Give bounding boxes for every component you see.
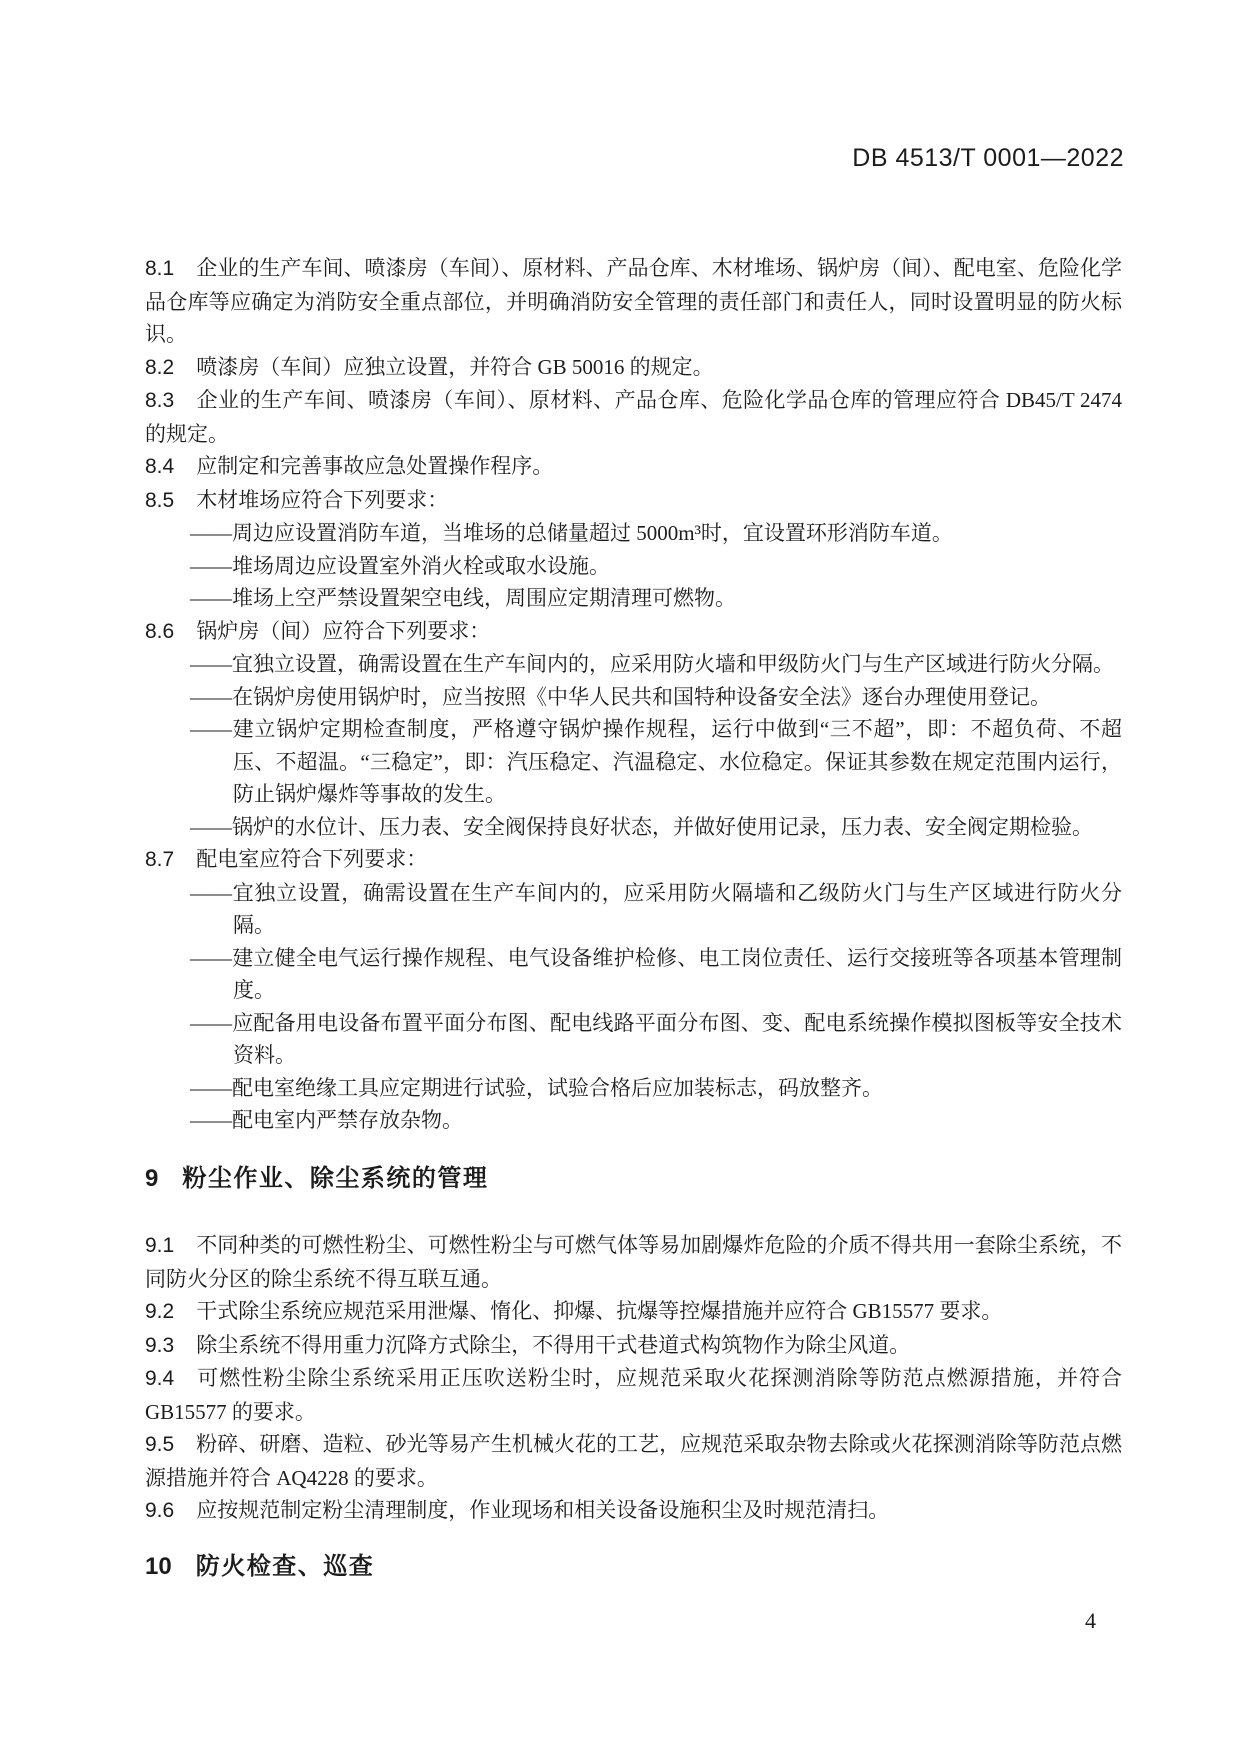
clause-number: 8.3 [145,389,175,412]
section-10-number: 10 [145,1553,172,1580]
dash-item-text: 宜独立设置，确需设置在生产车间内的，应采用防火隔墙和乙级防火门与生产区域进行防火分隔。 [232,880,1122,937]
clause-number: 8.1 [145,257,175,280]
clause-number: 9.3 [145,1333,175,1357]
clause-text: 不同种类的可燃性粉尘、可燃性粉尘与可燃气体等易加剧爆炸危险的介质不得共用一套除尘系统，不同防火分区的除尘系统不得互联互通。 [145,1233,1122,1291]
clause-paragraph [145,1494,1122,1528]
dash-item-text: 堆场上空严禁设置架空电线，周围应定期清理可燃物。 [232,586,736,610]
dash-list-item [145,681,1122,714]
clause-number: 9.1 [145,1234,175,1257]
document-code: DB 4513/T 0001—2022 [852,144,1124,172]
clause-number: 8.2 [145,355,175,379]
section-9-title: 粉尘作业、除尘系统的管理 [182,1165,489,1192]
clause-text: 应制定和完善事故应急处置操作程序。 [196,454,554,478]
clause-number: 8.5 [145,488,175,512]
dash-list-item [145,517,1122,550]
clause-paragraph [145,1428,1122,1494]
clause-text: 应按规范制定粉尘清理制度，作业现场和相关设备设施积尘及时规范清扫。 [196,1498,890,1522]
dash-item-text: 建立健全电气运行操作规程、电气设备维护检修、电工岗位责任、运行交接班等各项基本管理制度。 [232,945,1122,1002]
section-10 [145,1550,1122,1617]
dash-list-item [145,1104,1122,1137]
dash-item-text: 堆场周边应设置室外消火栓或取水设施。 [232,553,610,578]
clause-paragraph [145,384,1122,450]
dash-list-item [145,811,1122,844]
clause-paragraph [145,1295,1122,1329]
clause-text: 喷漆房（车间）应独立设置，并符合 GB 50016 的规定。 [196,354,714,379]
dash-list-item [145,1007,1122,1072]
dash-list-item [145,877,1122,942]
section-9-clauses [145,1229,1122,1528]
dash-list-item [145,648,1122,681]
dash-leader: —— [190,717,232,741]
dash-leader: —— [190,586,232,610]
clause-text: 粉碎、研磨、造粒、砂光等易产生机械火花的工艺，应规范采取杂物去除或火花探测消除等防范点燃源措施并符合 AQ4228 的要求。 [145,1432,1122,1490]
clause-number: 9.2 [145,1300,175,1323]
dash-list-item [145,582,1122,615]
dash-leader: —— [190,684,232,709]
dash-item-text: 宜独立设置，确需设置在生产车间内的，应采用防火墙和甲级防火门与生产区域进行防火分隔。 [232,652,1114,676]
dash-item-text: 配电室内严禁存放杂物。 [232,1108,463,1132]
section-9 [145,1162,1122,1528]
dash-item-text: 周边应设置消防车道，当堆场的总储量超过 5000m³时，宜设置环形消防车道。 [232,521,953,545]
clause-number: 8.4 [145,455,175,478]
clause-text: 木材堆场应符合下列要求： [196,487,449,512]
dash-leader: —— [190,652,232,676]
clause-text: 企业的生产车间、喷漆房（车间）、原材料、产品仓库、木材堆场、锅炉房（间）、配电室、危险化学品仓库等应确定为消防安全重点部位，并明确消防安全管理的责任部门和责任人，同时设置明显的防火标识。 [145,256,1122,346]
dash-leader: —— [190,945,232,970]
section-8-clauses [145,252,1122,1137]
clause-number: 8.6 [145,619,175,643]
clause-number: 9.4 [145,1367,175,1390]
dash-leader: —— [190,521,232,545]
clause-paragraph [145,351,1122,385]
clause-paragraph [145,615,1122,649]
dash-item-text: 建立锅炉定期检查制度，严格遵守锅炉操作规程，运行中做到“三不超”，即：不超负荷、不超压、不超温。“三稳定”，即：汽压稳定、汽温稳定、水位稳定。保证其参数在规定范围内运行，防止锅炉爆炸等事故的发生。 [232,717,1122,806]
dash-item-text: 应配备用电设备布置平面分布图、配电线路平面分布图、变、配电系统操作模拟图板等安全技术资料。 [232,1010,1122,1067]
section-10-heading [145,1550,1122,1583]
dash-leader: —— [190,1010,232,1035]
clause-number: 9.5 [145,1433,175,1456]
section-10-title: 防火检查、巡查 [195,1553,375,1580]
clause-text: 锅炉房（间）应符合下列要求： [196,618,491,643]
clause-number: 9.6 [145,1499,175,1522]
clause-paragraph [145,1362,1122,1428]
dash-list-item [145,550,1122,583]
clause-paragraph [145,843,1122,877]
dash-list-item [145,713,1122,811]
clause-paragraph [145,252,1122,351]
dash-leader: —— [190,880,232,905]
dash-leader: —— [190,553,232,578]
clause-text: 企业的生产车间、喷漆房（车间）、原材料、产品仓库、危险化学品仓库的管理应符合 DB45/T 2474 的规定。 [145,388,1122,446]
clause-text: 干式除尘系统应规范采用泄爆、惰化、抑爆、抗爆等控爆措施并应符合 GB15577 要求。 [196,1299,1003,1323]
dash-list-item [145,942,1122,1007]
section-9-number: 9 [145,1165,159,1192]
section-9-heading [145,1162,1122,1195]
clause-paragraph [145,1229,1122,1295]
dash-list-item [145,1072,1122,1105]
dash-item-text: 配电室绝缘工具应定期进行试验，试验合格后应加装标志，码放整齐。 [232,1075,883,1100]
clause-paragraph [145,450,1122,484]
clause-text: 配电室应符合下列要求： [196,847,428,871]
dash-leader: —— [190,1108,232,1132]
dash-item-text: 在锅炉房使用锅炉时，应当按照《中华人民共和国特种设备安全法》逐台办理使用登记。 [232,684,1051,709]
dash-leader: —— [190,814,232,839]
dash-leader: —— [190,1075,232,1100]
clause-number: 8.7 [145,848,175,871]
clause-paragraph [145,1329,1122,1363]
clause-text: 可燃性粉尘除尘系统采用正压吹送粉尘时，应规范采取火花探测消除等防范点燃源措施，并符合 GB15577 的要求。 [145,1366,1122,1424]
dash-item-text: 锅炉的水位计、压力表、安全阀保持良好状态，并做好使用记录，压力表、安全阀定期检验。 [232,814,1093,839]
page-number: 4 [1085,1608,1096,1633]
clause-text: 除尘系统不得用重力沉降方式除尘，不得用干式巷道式构筑物作为除尘风道。 [196,1332,911,1357]
clause-paragraph [145,484,1122,518]
